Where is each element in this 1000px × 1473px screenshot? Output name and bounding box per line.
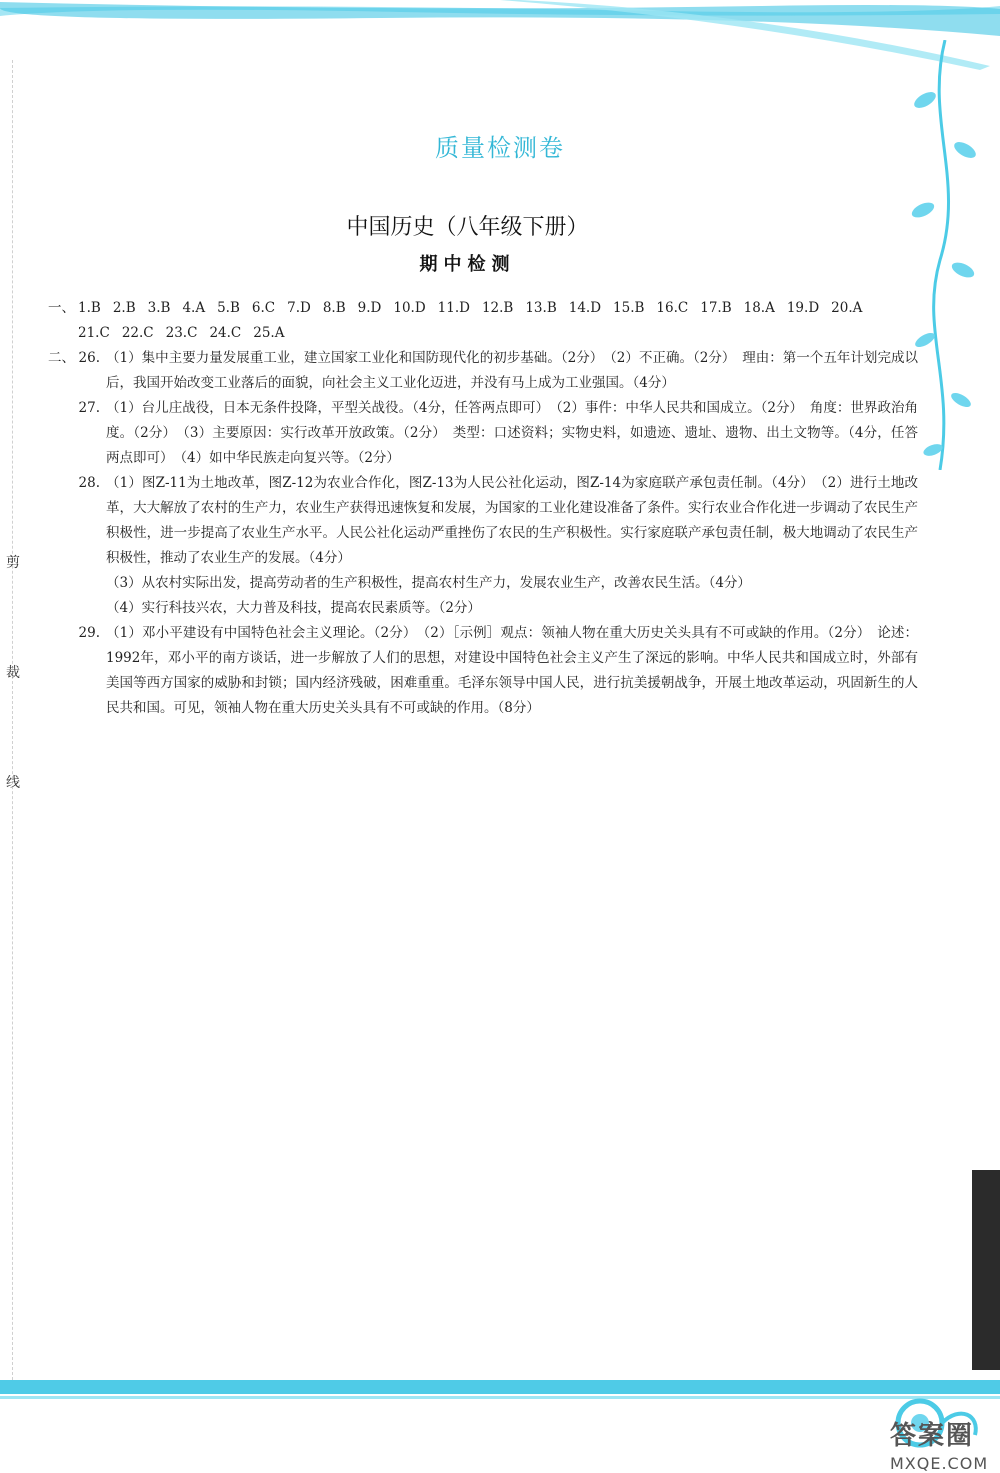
answer-text: （4）实行科技兴农，大力普及科技，提高农民素质等。（2分） bbox=[106, 600, 481, 616]
mc-answer: 20.A bbox=[831, 300, 863, 316]
mc-answer: 11.D bbox=[437, 300, 470, 316]
question-answer bbox=[106, 396, 918, 471]
mc-answer: 18.A bbox=[743, 300, 775, 316]
section-title: 质量检测卷 bbox=[435, 134, 565, 162]
cut-label-1: 剪 bbox=[6, 555, 20, 571]
watermark-logo-text: 答案圈 bbox=[890, 1421, 975, 1451]
question-number: 28. bbox=[78, 475, 100, 491]
question-27 bbox=[48, 396, 918, 471]
part1-label: 一、 bbox=[48, 300, 75, 316]
cut-label-2: 裁 bbox=[6, 665, 20, 681]
mc-answer: 13.B bbox=[525, 300, 557, 316]
question-number: 29. bbox=[78, 625, 100, 641]
mc-answer: 12.B bbox=[481, 300, 514, 316]
mc-answer: 5.B bbox=[217, 300, 240, 316]
mc-answer: 9.D bbox=[357, 300, 382, 316]
mc-answer: 3.B bbox=[147, 300, 171, 316]
mc-answer: 2.B bbox=[112, 300, 136, 316]
mc-answer: 17.B bbox=[700, 300, 732, 316]
answer-text: （1）图Z-11为土地改革，图Z-12为农业合作化，图Z-13为人民公社化运动，图Z-14为家庭联产承包责任制。（4分） （2）进行土地改革，大大解放了农村的生产力，农业生产获得迅速恢复和发展，为国家的工业化建设准备了条件。实行农业合作化进一步调动了农民生产积极性，进一步提高了农业生产水平。人民公社化运动严重挫伤了农民的生产积极性。实行家庭联产承包责任制，极大地调动了农民生产积极性，推动了农业生产的发展。（4分） bbox=[106, 475, 918, 566]
mc-answer: 6.C bbox=[251, 300, 276, 316]
mc-answer: 21.C bbox=[78, 325, 110, 341]
mc-answer: 15.B bbox=[613, 300, 645, 316]
mc-answer: 24.C bbox=[209, 325, 242, 341]
mc-answer-list bbox=[78, 296, 918, 346]
question-answer bbox=[106, 346, 918, 396]
mc-answer: 22.C bbox=[121, 325, 154, 341]
answer-text: （3）从农村实际出发，提高劳动者的生产积极性，提高农村生产力，发展农业生产，改善农民生活。（4分） bbox=[106, 575, 751, 591]
question-26 bbox=[48, 346, 918, 396]
part1-row bbox=[48, 296, 918, 346]
bottom-decorative-band bbox=[0, 1372, 1000, 1412]
question-answer bbox=[106, 471, 918, 621]
mc-answer: 19.D bbox=[786, 300, 820, 316]
top-decorative-band bbox=[0, 0, 1000, 80]
watermark-url: MXQE.COM bbox=[890, 1454, 989, 1473]
answer-key bbox=[48, 296, 918, 721]
question-29 bbox=[48, 621, 918, 721]
question-number: 27. bbox=[78, 400, 100, 416]
answer-text: （1）邓小平建设有中国特色社会主义理论。（2分） （2）［示例］观点：领袖人物在重大历史关头具有不可或缺的作用。（2分） 论述：1992年，邓小平的南方谈话，进一步解放了人们的思想，对建设中国特色社会主义产生了深远的影响。中华人民共和国成立时，外部有美国等西方国家的威胁和封锁；国内经济残破，困难重重。毛泽东领导中国人民，进行抗美援朝战争，开展土地改革运动，巩固新生的人民共和国。可见，领袖人物在重大历史关头具有不可或缺的作用。（8分） bbox=[106, 625, 918, 716]
answer-text: （1）台儿庄战役，日本无条件投降，平型关战役。（4分，任答两点即可） （2）事件：中华人民共和国成立。（2分） 角度：世界政治角度。（2分） （3）主要原因：实行改革开放政策。（2分） 类型：口述资料；实物史料，如遗迹、遗址、遗物、出土文物等。（4分，任答两点即可） （4）如中华民族走向复兴等。（2分） bbox=[106, 400, 918, 466]
mc-answer: 16.C bbox=[656, 300, 689, 316]
mc-answer: 10.D bbox=[393, 300, 426, 316]
question-28 bbox=[48, 471, 918, 621]
mc-answer: 4.A bbox=[182, 300, 206, 316]
exam-title: 期中检测 bbox=[419, 254, 516, 275]
subject-title: 中国历史（八年级下册） bbox=[346, 215, 589, 240]
answer-text: （1）集中主要力量发展重工业，建立国家工业化和国防现代化的初步基础。（2分） （2）不正确。（2分） 理由：第一个五年计划完成以后，我国开始改变工业落后的面貌，向社会主义工业化迈进，并没有马上成为工业强国。（4分） bbox=[106, 350, 918, 391]
mc-answer: 23.C bbox=[165, 325, 198, 341]
mc-answer: 25.A bbox=[253, 325, 285, 341]
mc-answer: 7.D bbox=[287, 300, 311, 316]
watermark bbox=[890, 1415, 988, 1473]
cut-label-3: 线 bbox=[6, 775, 20, 791]
page-edge-shadow bbox=[972, 1170, 1000, 1370]
question-number: 26. bbox=[78, 350, 100, 366]
mc-answer: 14.D bbox=[568, 300, 602, 316]
mc-answer: 1.B bbox=[78, 300, 101, 316]
question-answer bbox=[106, 621, 918, 721]
mc-answer: 8.B bbox=[322, 300, 346, 316]
part2-label: 二、 bbox=[48, 350, 75, 366]
